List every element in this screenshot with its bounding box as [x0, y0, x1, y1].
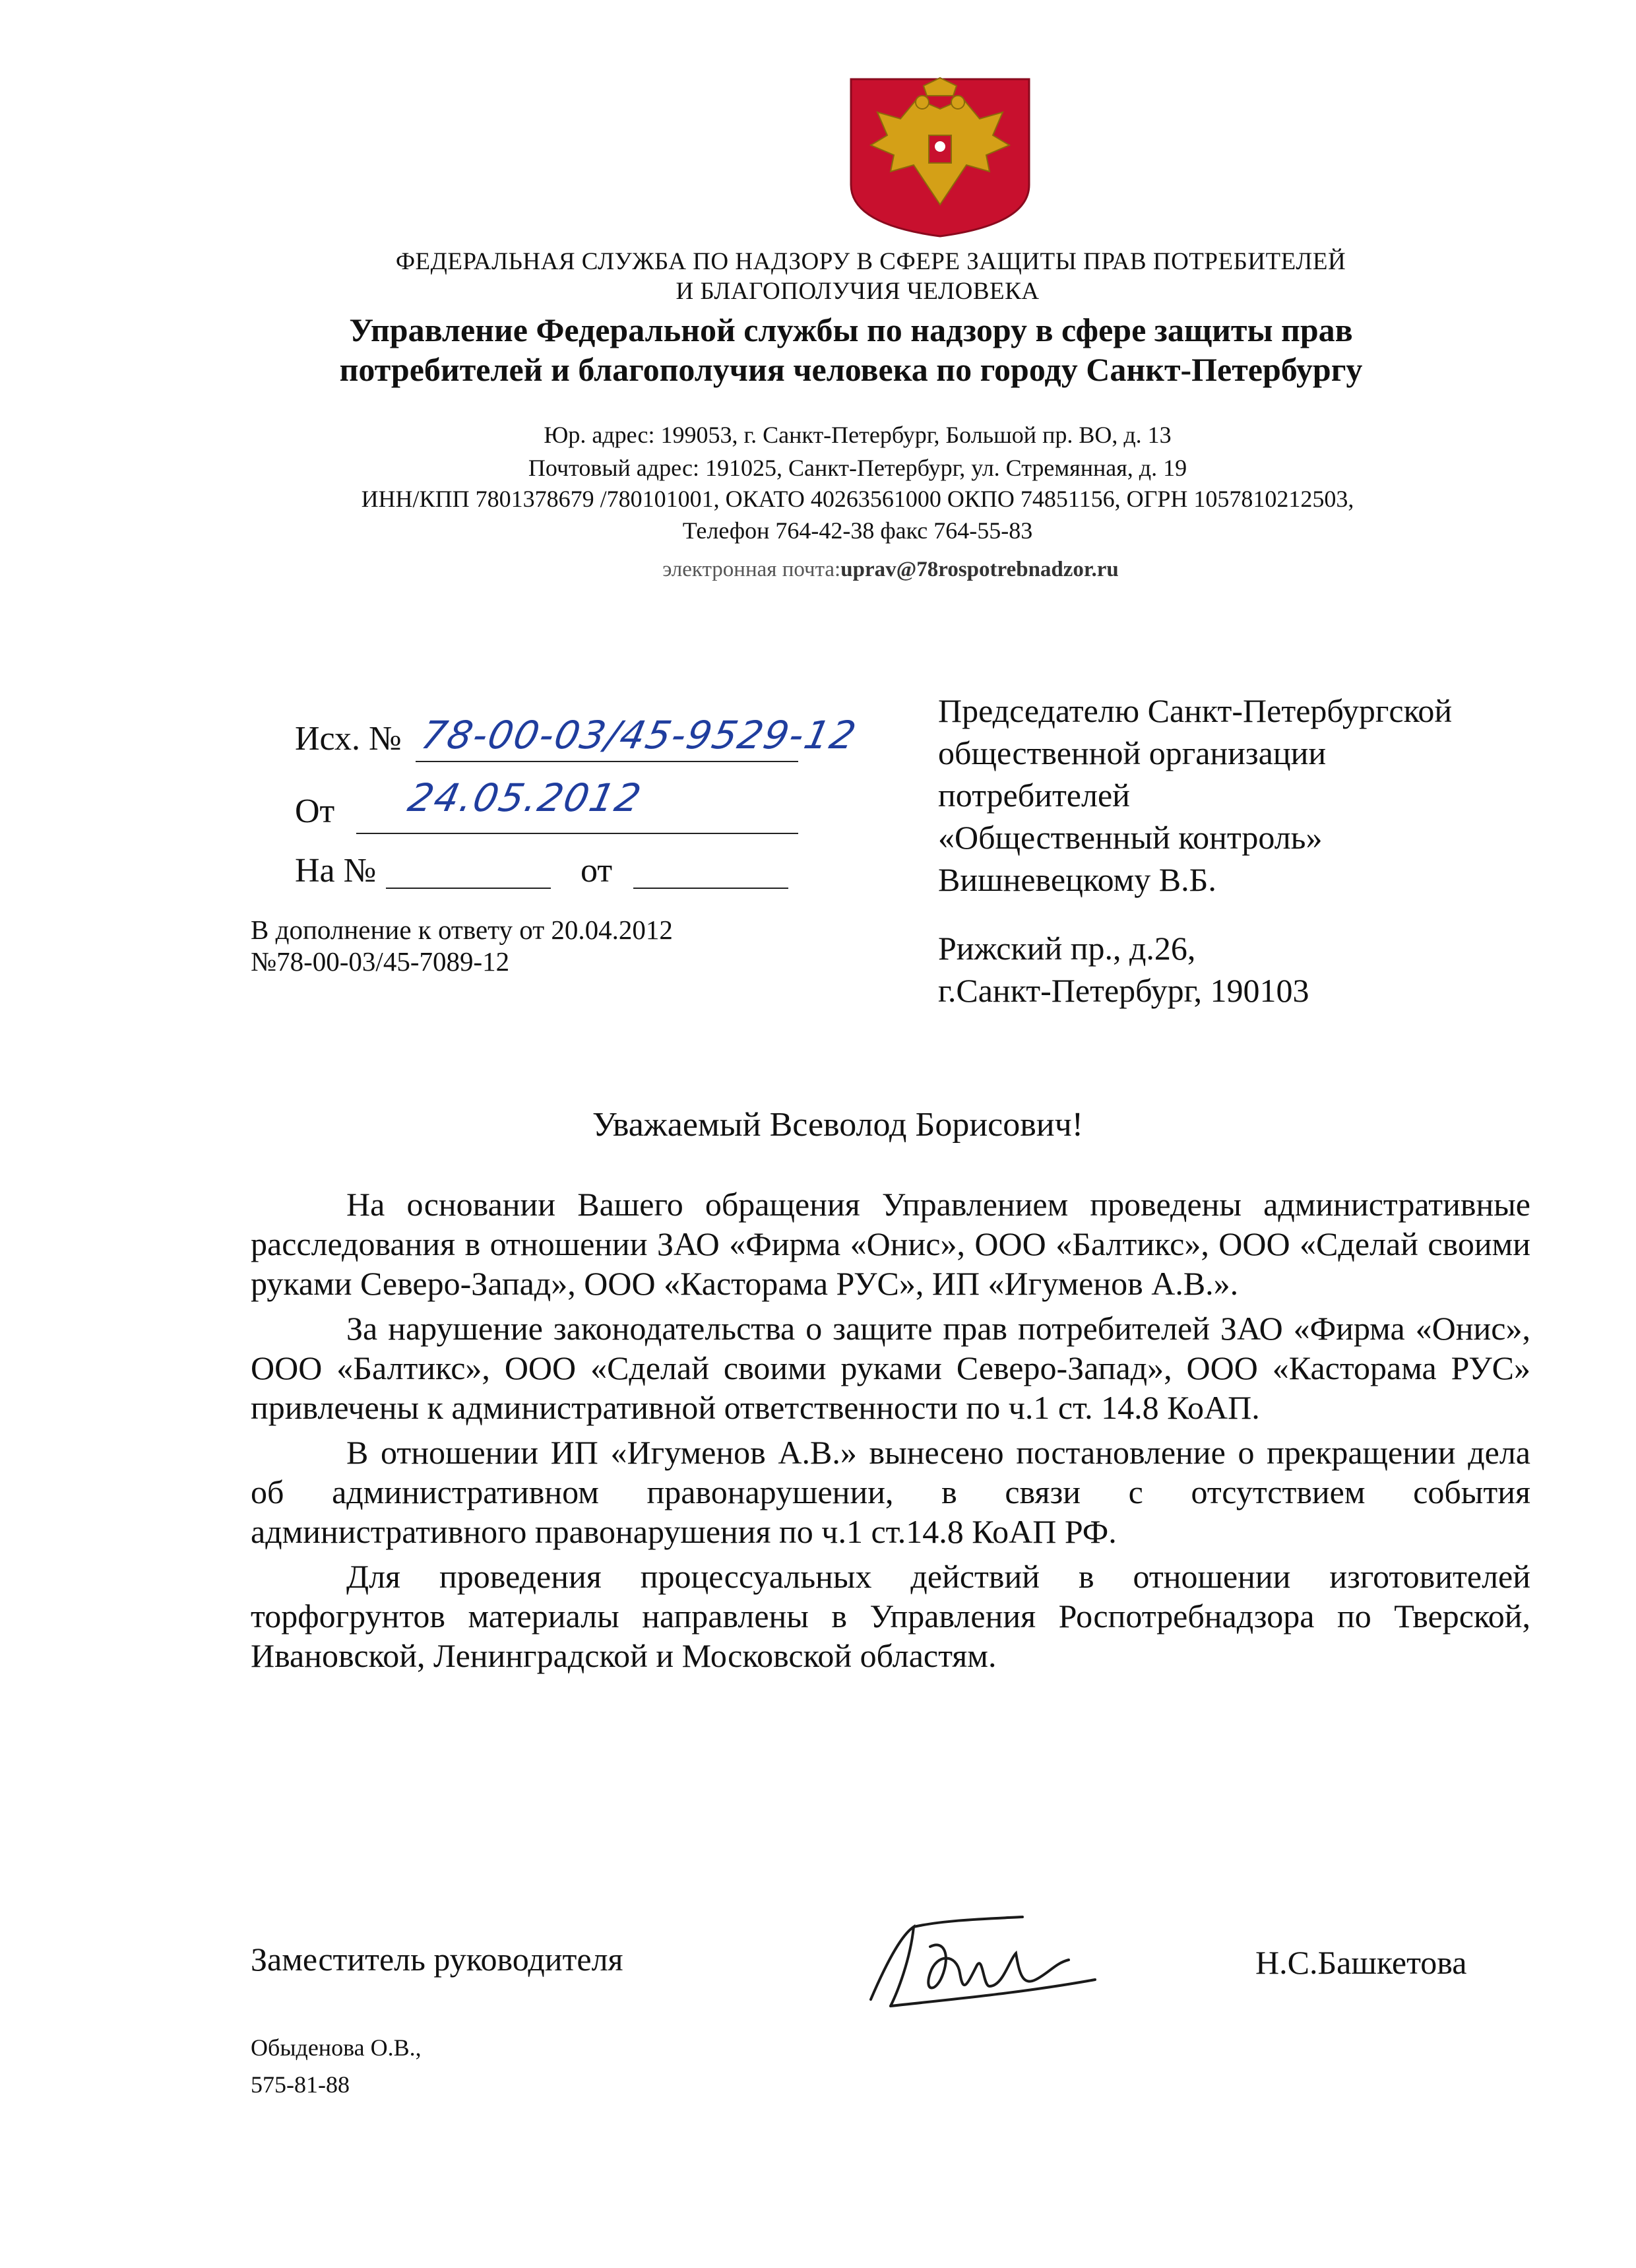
letter-body [251, 1184, 1530, 1681]
organization-name-line-1: Управление Федеральной службы по надзору в сфере защиты прав [349, 311, 1353, 348]
executor-name: Обыденова О.В., [251, 2034, 422, 2061]
body-paragraph-4: Для проведения процессуальных действий в отношении изготовителей торфогрунтов материалы направлены в Управления Роспотребнадзора по Тверской, Ивановской, Ленинградской и Московской областям. [251, 1558, 1530, 1674]
supplement-note-line-2: №78-00-03/45-7089-12 [251, 946, 510, 977]
executor-phone: 575-81-88 [251, 2071, 350, 2098]
in-reply-number-label: На № [295, 852, 377, 890]
organization-name [0, 310, 1636, 389]
supplement-note [251, 914, 673, 977]
date-underline [356, 833, 798, 834]
email-line [0, 558, 1636, 582]
recipient-address-line-1: Рижский пр., д.26, [938, 930, 1196, 967]
coat-of-arms-emblem [838, 73, 1042, 238]
greeting: Уважаемый Всеволод Борисович! [592, 1106, 1084, 1144]
recipient-address [938, 927, 1598, 1012]
registration-codes: ИНН/КПП 7801378679 /780101001, ОКАТО 40263561000 ОКПО 74851156, ОГРН 1057810212503, [361, 486, 1354, 512]
recipient-line-5: Вишневецкому В.Б. [938, 861, 1216, 898]
outgoing-number-value: 78-00-03/45-9529-12 [417, 713, 862, 758]
agency-line-2: И БЛАГОПОЛУЧИЯ ЧЕЛОВЕКА [676, 278, 1040, 305]
handwritten-signature [851, 1900, 1115, 2019]
postal-address: Почтовый адрес: 191025, Санкт-Петербург, ул. Стремянная, д. 19 [528, 455, 1187, 481]
email-label: электронная почта: [662, 558, 841, 581]
date-label: От [295, 793, 335, 830]
legal-address: Юр. адрес: 199053, г. Санкт-Петербург, Большой пр. ВО, д. 13 [544, 422, 1172, 448]
outgoing-number-underline [416, 761, 798, 762]
recipient-line-1: Председателю Санкт-Петербургской [938, 692, 1453, 729]
body-paragraph-1: На основании Вашего обращения Управлением проведены административные расследования в отношении ЗАО «Фирма «Онис», ООО «Балтикс», ООО «Сделай своими руками Северо-Запад», ООО «Касторама РУС», ИП «Игуменов А.В.». [251, 1186, 1530, 1302]
signatory-name: Н.С.Башкетова [1255, 1944, 1467, 1981]
body-paragraph-2: За нарушение законодательства о защите прав потребителей ЗАО «Фирма «Онис», ООО «Балтикс», ООО «Сделай своими руками Северо-Запад», ООО «Касторама РУС» привлечены к административной ответственности по ч.1 ст. 14.8 КоАП. [251, 1310, 1530, 1426]
agency-line-1: ФЕДЕРАЛЬНАЯ СЛУЖБА ПО НАДЗОРУ В СФЕРЕ ЗАЩИТЫ ПРАВ ПОТРЕБИТЕЛЕЙ [395, 248, 1346, 275]
outgoing-number-label: Исх. № [295, 720, 402, 758]
phone-fax: Телефон 764-42-38 факс 764-55-83 [682, 517, 1033, 544]
in-reply-from-label: от [581, 852, 613, 890]
date-value: 24.05.2012 [404, 775, 646, 820]
email-address[interactable]: uprav@78rospotrebnadzor.ru [840, 558, 1119, 581]
supplement-note-line-1: В дополнение к ответу от 20.04.2012 [251, 915, 673, 945]
in-reply-number-underline [386, 888, 551, 889]
recipient-line-4: «Общественный контроль» [938, 819, 1323, 856]
body-paragraph-3: В отношении ИП «Игуменов А.В.» вынесено постановление о прекращении дела об административном правонарушении, в связи с отсутствием события административного правонарушения по ч.1 ст.14.8 КоАП РФ. [251, 1434, 1530, 1550]
recipient-line-2: общественной организации [938, 734, 1327, 771]
signatory-title: Заместитель руководителя [251, 1941, 623, 1978]
in-reply-date-underline [633, 888, 788, 889]
organization-name-line-2: потребителей и благополучия человека по городу Санкт-Петербургу [339, 351, 1363, 388]
recipient-line-3: потребителей [938, 777, 1130, 814]
recipient-block [938, 690, 1598, 901]
executor-block [251, 2029, 646, 2103]
recipient-address-line-2: г.Санкт-Петербург, 190103 [938, 972, 1309, 1009]
